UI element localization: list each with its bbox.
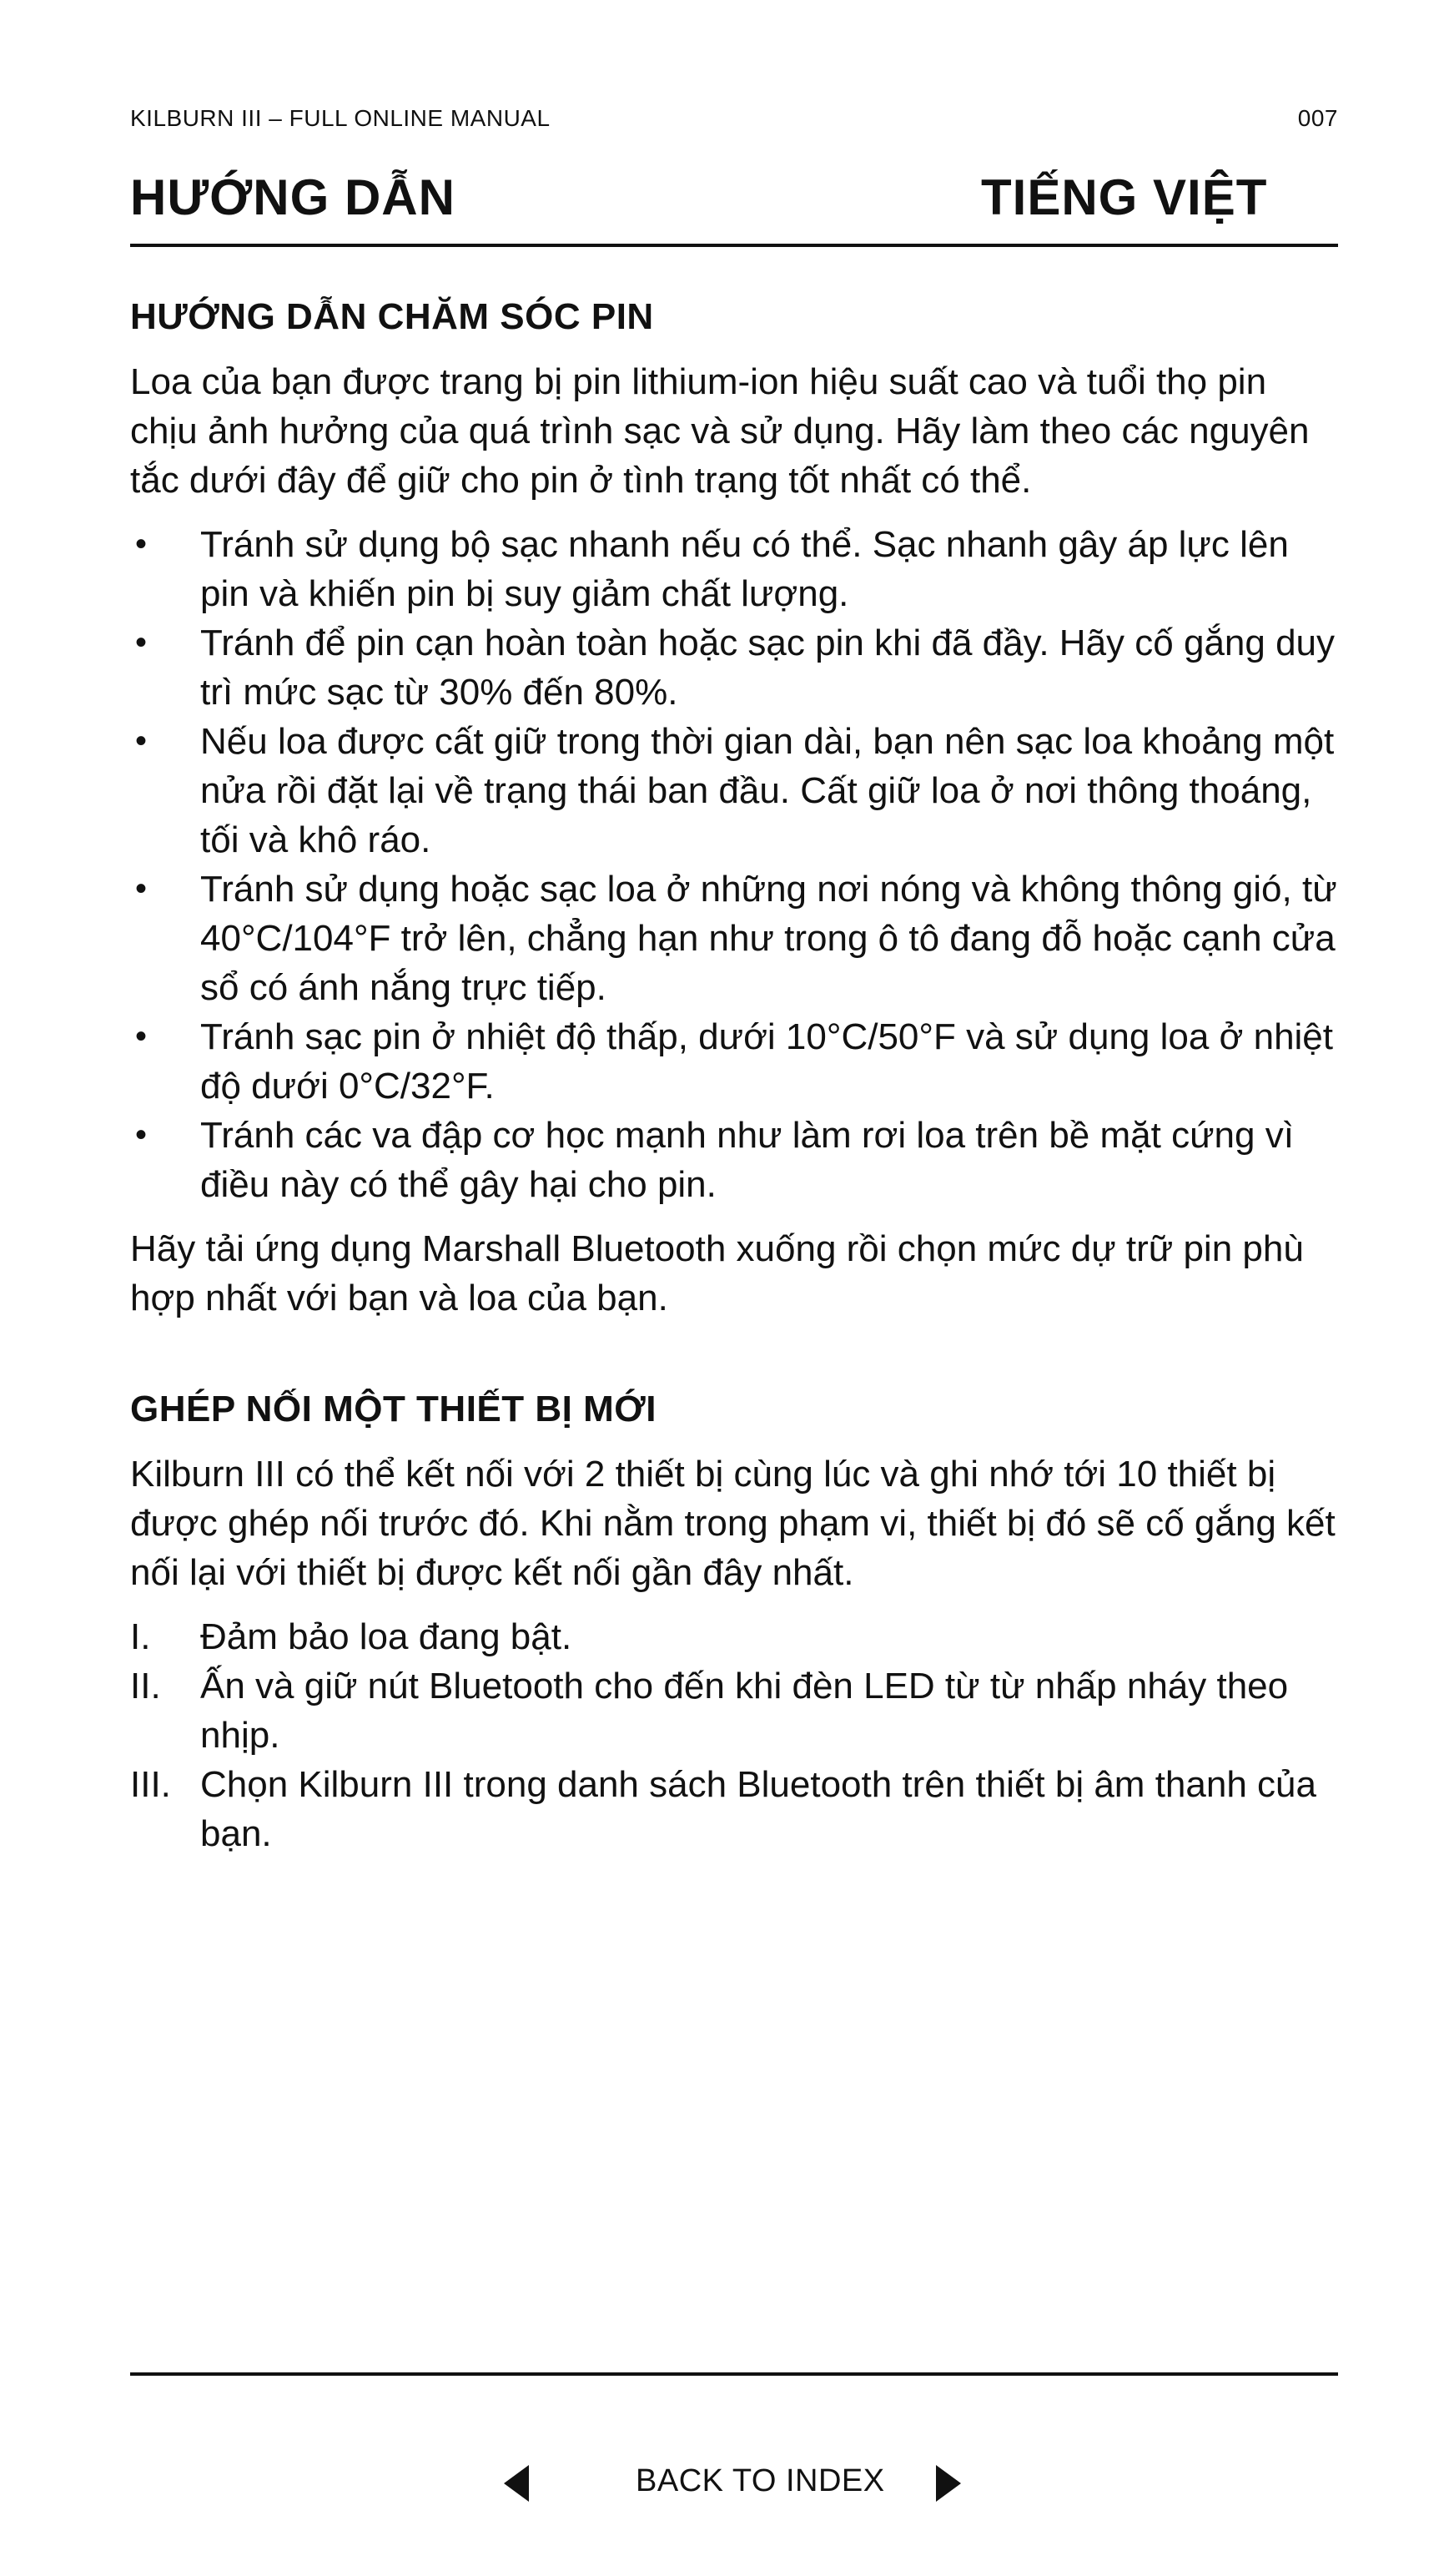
list-item-text: Ấn và giữ nút Bluetooth cho đến khi đèn LED từ từ nhấp nháy theo nhịp. [200,1666,1289,1756]
list-item-text: Tránh sạc pin ở nhiệt độ thấp, dưới 10°C/50°F và sử dụng loa ở nhiệt độ dưới 0°C/32°F. [200,1016,1334,1107]
language-title: TIẾNG VIỆT [981,169,1268,225]
running-header [130,105,1338,139]
section-heading-battery: HƯỚNG DẪN CHĂM SÓC PIN [130,296,654,337]
pairing-steps-list [130,1612,1338,1858]
bullet-marker: • [135,1018,148,1055]
list-item [130,1012,1338,1111]
page-number: 007 [1297,105,1338,131]
back-to-index-link[interactable]: BACK TO INDEX [636,2463,885,2498]
manual-page [130,0,1338,2576]
step-marker: III. [130,1764,171,1805]
list-item [130,1661,1338,1760]
step-marker: II. [130,1666,161,1706]
step-marker: I. [130,1616,151,1657]
bullet-marker: • [135,723,148,759]
battery-bullet-list [130,520,1338,1209]
list-item-text: Nếu loa được cất giữ trong thời gian dài, bạn nên sạc loa khoảng một nửa rồi đặt lại về trạng thái ban đầu. Cất giữ loa ở nơi thông thoáng, tối và khô ráo. [200,721,1335,860]
list-item-text: Tránh để pin cạn hoàn toàn hoặc sạc pin khi đã đầy. Hãy cố gắng duy trì mức sạc từ 30% đến 80%. [200,623,1336,713]
bullet-marker: • [135,870,148,907]
list-item [130,1612,1338,1661]
battery-outro: Hãy tải ứng dụng Marshall Bluetooth xuống rồi chọn mức dự trữ pin phù hợp nhất với bạn và loa của bạn. [130,1228,1304,1318]
page-title: HƯỚNG DẪN [130,169,455,225]
bullet-marker: • [135,1117,148,1153]
page-header [130,164,1338,247]
list-item-text: Tránh sử dụng bộ sạc nhanh nếu có thể. Sạc nhanh gây áp lực lên pin và khiến pin bị suy giảm chất lượng. [200,524,1289,614]
section-heading-pairing: GHÉP NỐI MỘT THIẾT BỊ MỚI [130,1389,657,1429]
list-item [130,1111,1338,1209]
triangle-right-icon[interactable] [936,2465,961,2502]
list-item [130,865,1338,1012]
list-item-text: Chọn Kilburn III trong danh sách Bluetooth trên thiết bị âm thanh của bạn. [200,1764,1316,1854]
manual-title: KILBURN III – FULL ONLINE MANUAL [130,105,551,131]
list-item [130,520,1338,618]
triangle-left-icon[interactable] [504,2465,529,2502]
bullet-marker: • [135,526,148,562]
page-navigation [130,2460,1338,2510]
list-item-text: Đảm bảo loa đang bật. [200,1616,572,1657]
pairing-section [130,1386,1338,1858]
battery-intro: Loa của bạn được trang bị pin lithium-ion hiệu suất cao và tuổi thọ pin chịu ảnh hưởng của quá trình sạc và sử dụng. Hãy làm theo các nguyên tắc dưới đây để giữ cho pin ở tình trạng tốt nhất có thể. [130,361,1310,501]
list-item-text: Tránh các va đập cơ học mạnh như làm rơi loa trên bề mặt cứng vì điều này có thể gây hại cho pin. [200,1115,1294,1205]
bullet-marker: • [135,624,148,661]
list-item [130,618,1338,717]
list-item [130,717,1338,865]
battery-care-section [130,294,1338,1323]
page-content [130,294,1338,1858]
list-item [130,1760,1338,1858]
list-item-text: Tránh sử dụng hoặc sạc loa ở những nơi nóng và không thông gió, từ 40°C/104°F trở lên, chẳng hạn như trong ô tô đang đỗ hoặc cạnh cửa sổ có ánh nắng trực tiếp. [200,869,1337,1008]
pairing-intro: Kilburn III có thể kết nối với 2 thiết bị cùng lúc và ghi nhớ tới 10 thiết bị được ghép nối trước đó. Khi nằm trong phạm vi, thiết bị đó sẽ cố gắng kết nối lại với thiết bị được kết nối gần đây nhất. [130,1454,1336,1593]
section-gap [130,1338,1338,1386]
footer-divider [130,2372,1338,2376]
